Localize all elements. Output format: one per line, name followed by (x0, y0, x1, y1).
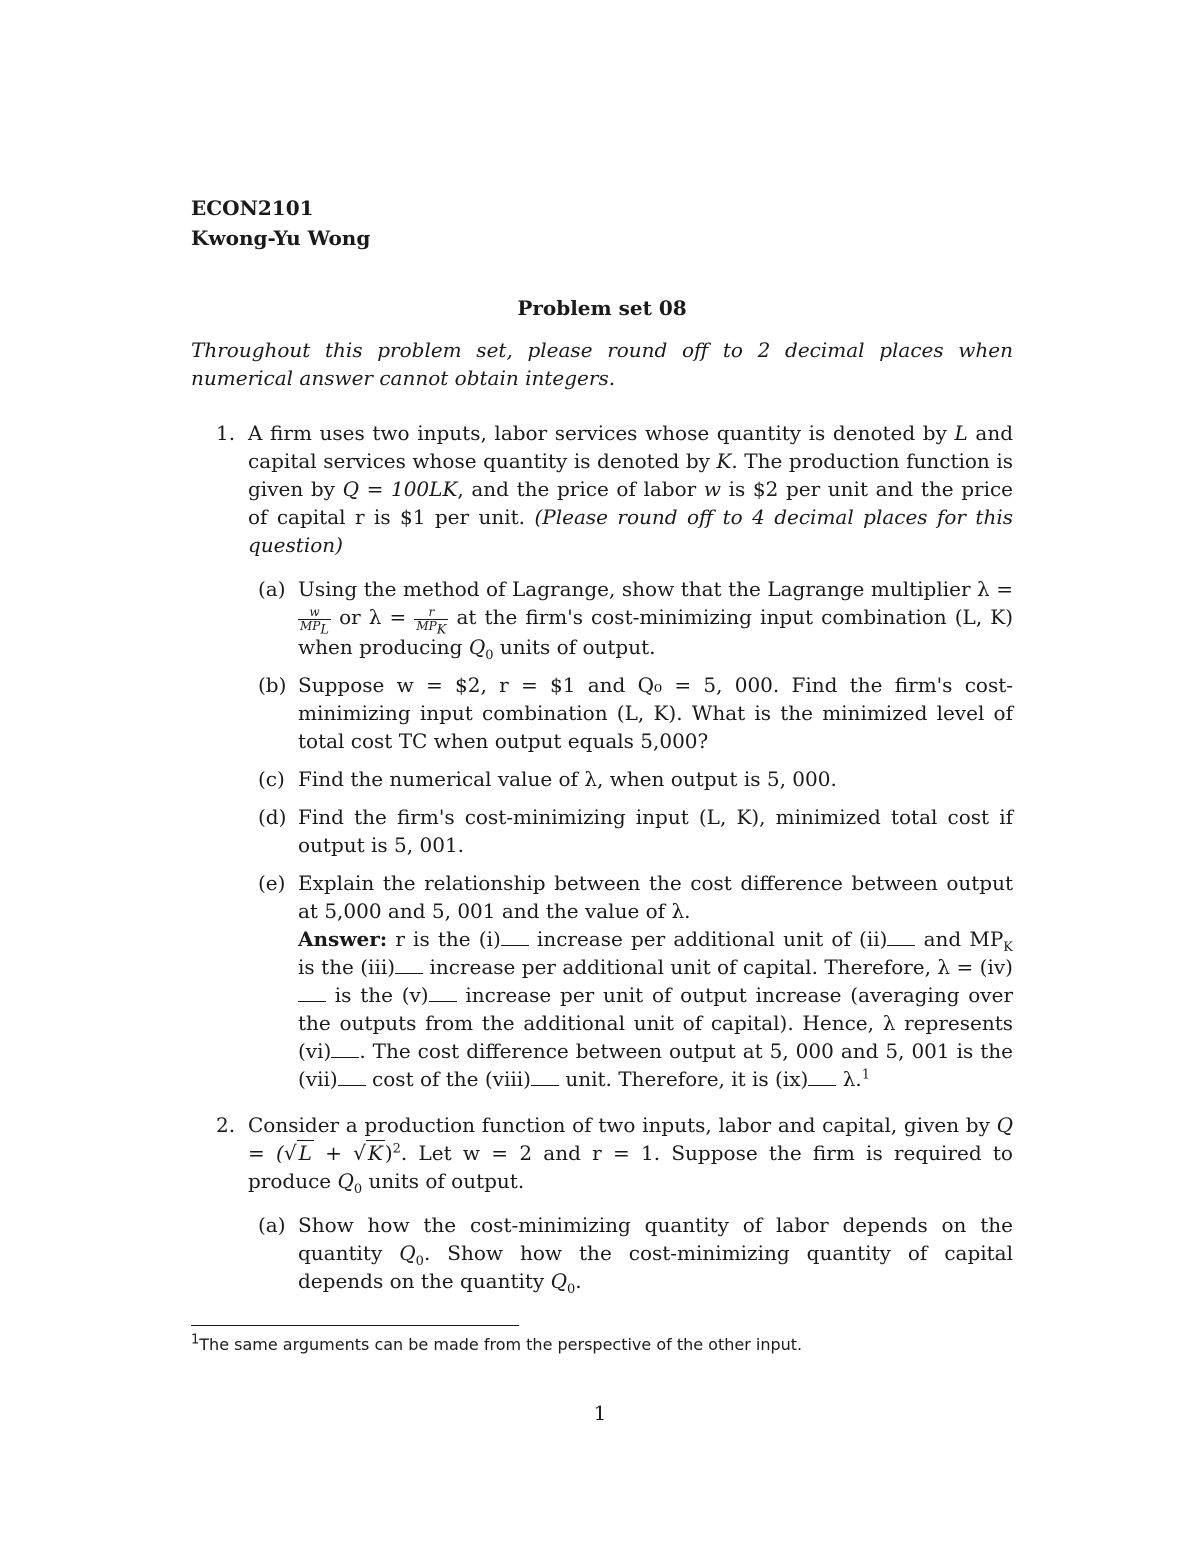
instructions: Throughout this problem set, please round off to 2 decimal places when numerical answer cannot obtain integers. (191, 338, 1013, 390)
answer-blank (331, 1041, 359, 1058)
footnote-marker: 1 (191, 1332, 200, 1348)
question-number: 2. (216, 1113, 236, 1137)
part-text: Find the firm's cost-minimizing input (L, K), minimized total cost if output is 5, 001. (298, 805, 1013, 857)
course-code: ECON2101 (191, 196, 314, 220)
author-name: Kwong-Yu Wong (191, 226, 371, 250)
fraction-r-over-mpk: $\frac{r}{MP_K}$ (416, 605, 447, 638)
answer-blank (298, 985, 326, 1002)
answer-blank (338, 1069, 366, 1086)
answer-blank (808, 1069, 836, 1086)
question-number: 1. (216, 421, 236, 445)
answer-blank (887, 929, 915, 946)
part-label: (a) (258, 1213, 286, 1237)
q1-part-a: (a) Using the method of Lagrange, show that the Lagrange multiplier λ = $\frac{w}{MP_L}$ or λ = $\frac{r}{MP_K}$ at the firm's cost-minimizing input combination (L, K) when producing $Q_0$ units of output. (258, 577, 1014, 663)
part-label: (c) (258, 767, 285, 791)
q1-part-e (248, 869, 1013, 1093)
answer-blank (501, 929, 529, 946)
answer-blank (531, 1069, 559, 1086)
question-list (191, 419, 1013, 1295)
q1-subparts (248, 575, 1013, 1093)
footnote (191, 1331, 802, 1359)
q2-subparts (248, 1211, 1013, 1295)
q2-part-a: (a) Show how the cost-minimizing quantity of labor depends on the quantity $Q_0$. Show how the cost-minimizing quantity of capital depends on the quantity $Q_0$. (258, 1213, 1013, 1297)
part-text: Find the numerical value of λ, when output is 5, 000. (298, 767, 837, 791)
footnote-text: The same arguments can be made from the perspective of the other input. (199, 1335, 803, 1354)
fraction-w-over-mpl: $\frac{w}{MP_L}$ (300, 605, 330, 638)
problem-set-title: Problem set 08 (517, 296, 687, 320)
page-body (191, 193, 1013, 1305)
q1-part-c (248, 765, 1013, 793)
q2-text: Consider a production function of two inputs, labor and capital, given by Q = (√ L + √ K )$^2$. Let w = 2 and r = 1. Suppose the firm is required to produce $Q_0$ units of output. (248, 1113, 1013, 1197)
question-1 (191, 419, 1013, 1093)
part-label: (a) (258, 577, 286, 601)
q1-text: A firm uses two inputs, labor services whose quantity is denoted by L and capital services whose quantity is denoted by K. The production function is given by Q = 100LK, and the price of labor w is $2 per unit and the price of capital r is $1 per unit. (Please round off to 4 decimal places for this question) (248, 421, 1014, 557)
part-text: Suppose w = $2, r = $1 and Q₀ = 5, 000. Find the firm's cost-minimizing input combination (L, K). What is the minimized level of total cost TC when output equals 5,000? (298, 673, 1013, 753)
rounding-note: (Please round off to 4 decimal places for this question) (248, 505, 1013, 557)
q1-part-d (248, 803, 1013, 859)
footnote-marker: 1 (861, 1067, 871, 1083)
part-label: (d) (258, 805, 287, 829)
q1-part-b (248, 671, 1013, 755)
part-text: Explain the relationship between the cost difference between output at 5,000 and 5, 001 and the value of λ. (298, 871, 1013, 923)
answer-template: Answer: r is the (i) increase per additional unit of (ii) and $MP_K$ is the (iii) increase per additional unit of capital. Therefore, λ = (iv) is the (v) increase per unit of output increase (averaging over the outputs from the additional unit of capital). Hence, λ represents (vi) . The cost difference between output at 5, 000 and 5, 001 is the (vii) cost of the (viii) unit. Therefore, it is (ix) λ.$^1$ (298, 927, 1014, 1091)
question-2 (191, 1111, 1013, 1295)
part-label: (b) (258, 673, 287, 697)
page-number: 1 (593, 1401, 607, 1425)
answer-blank (429, 985, 457, 1002)
footnote-divider (191, 1325, 519, 1326)
part-label: (e) (258, 871, 286, 895)
answer-blank (395, 957, 423, 974)
